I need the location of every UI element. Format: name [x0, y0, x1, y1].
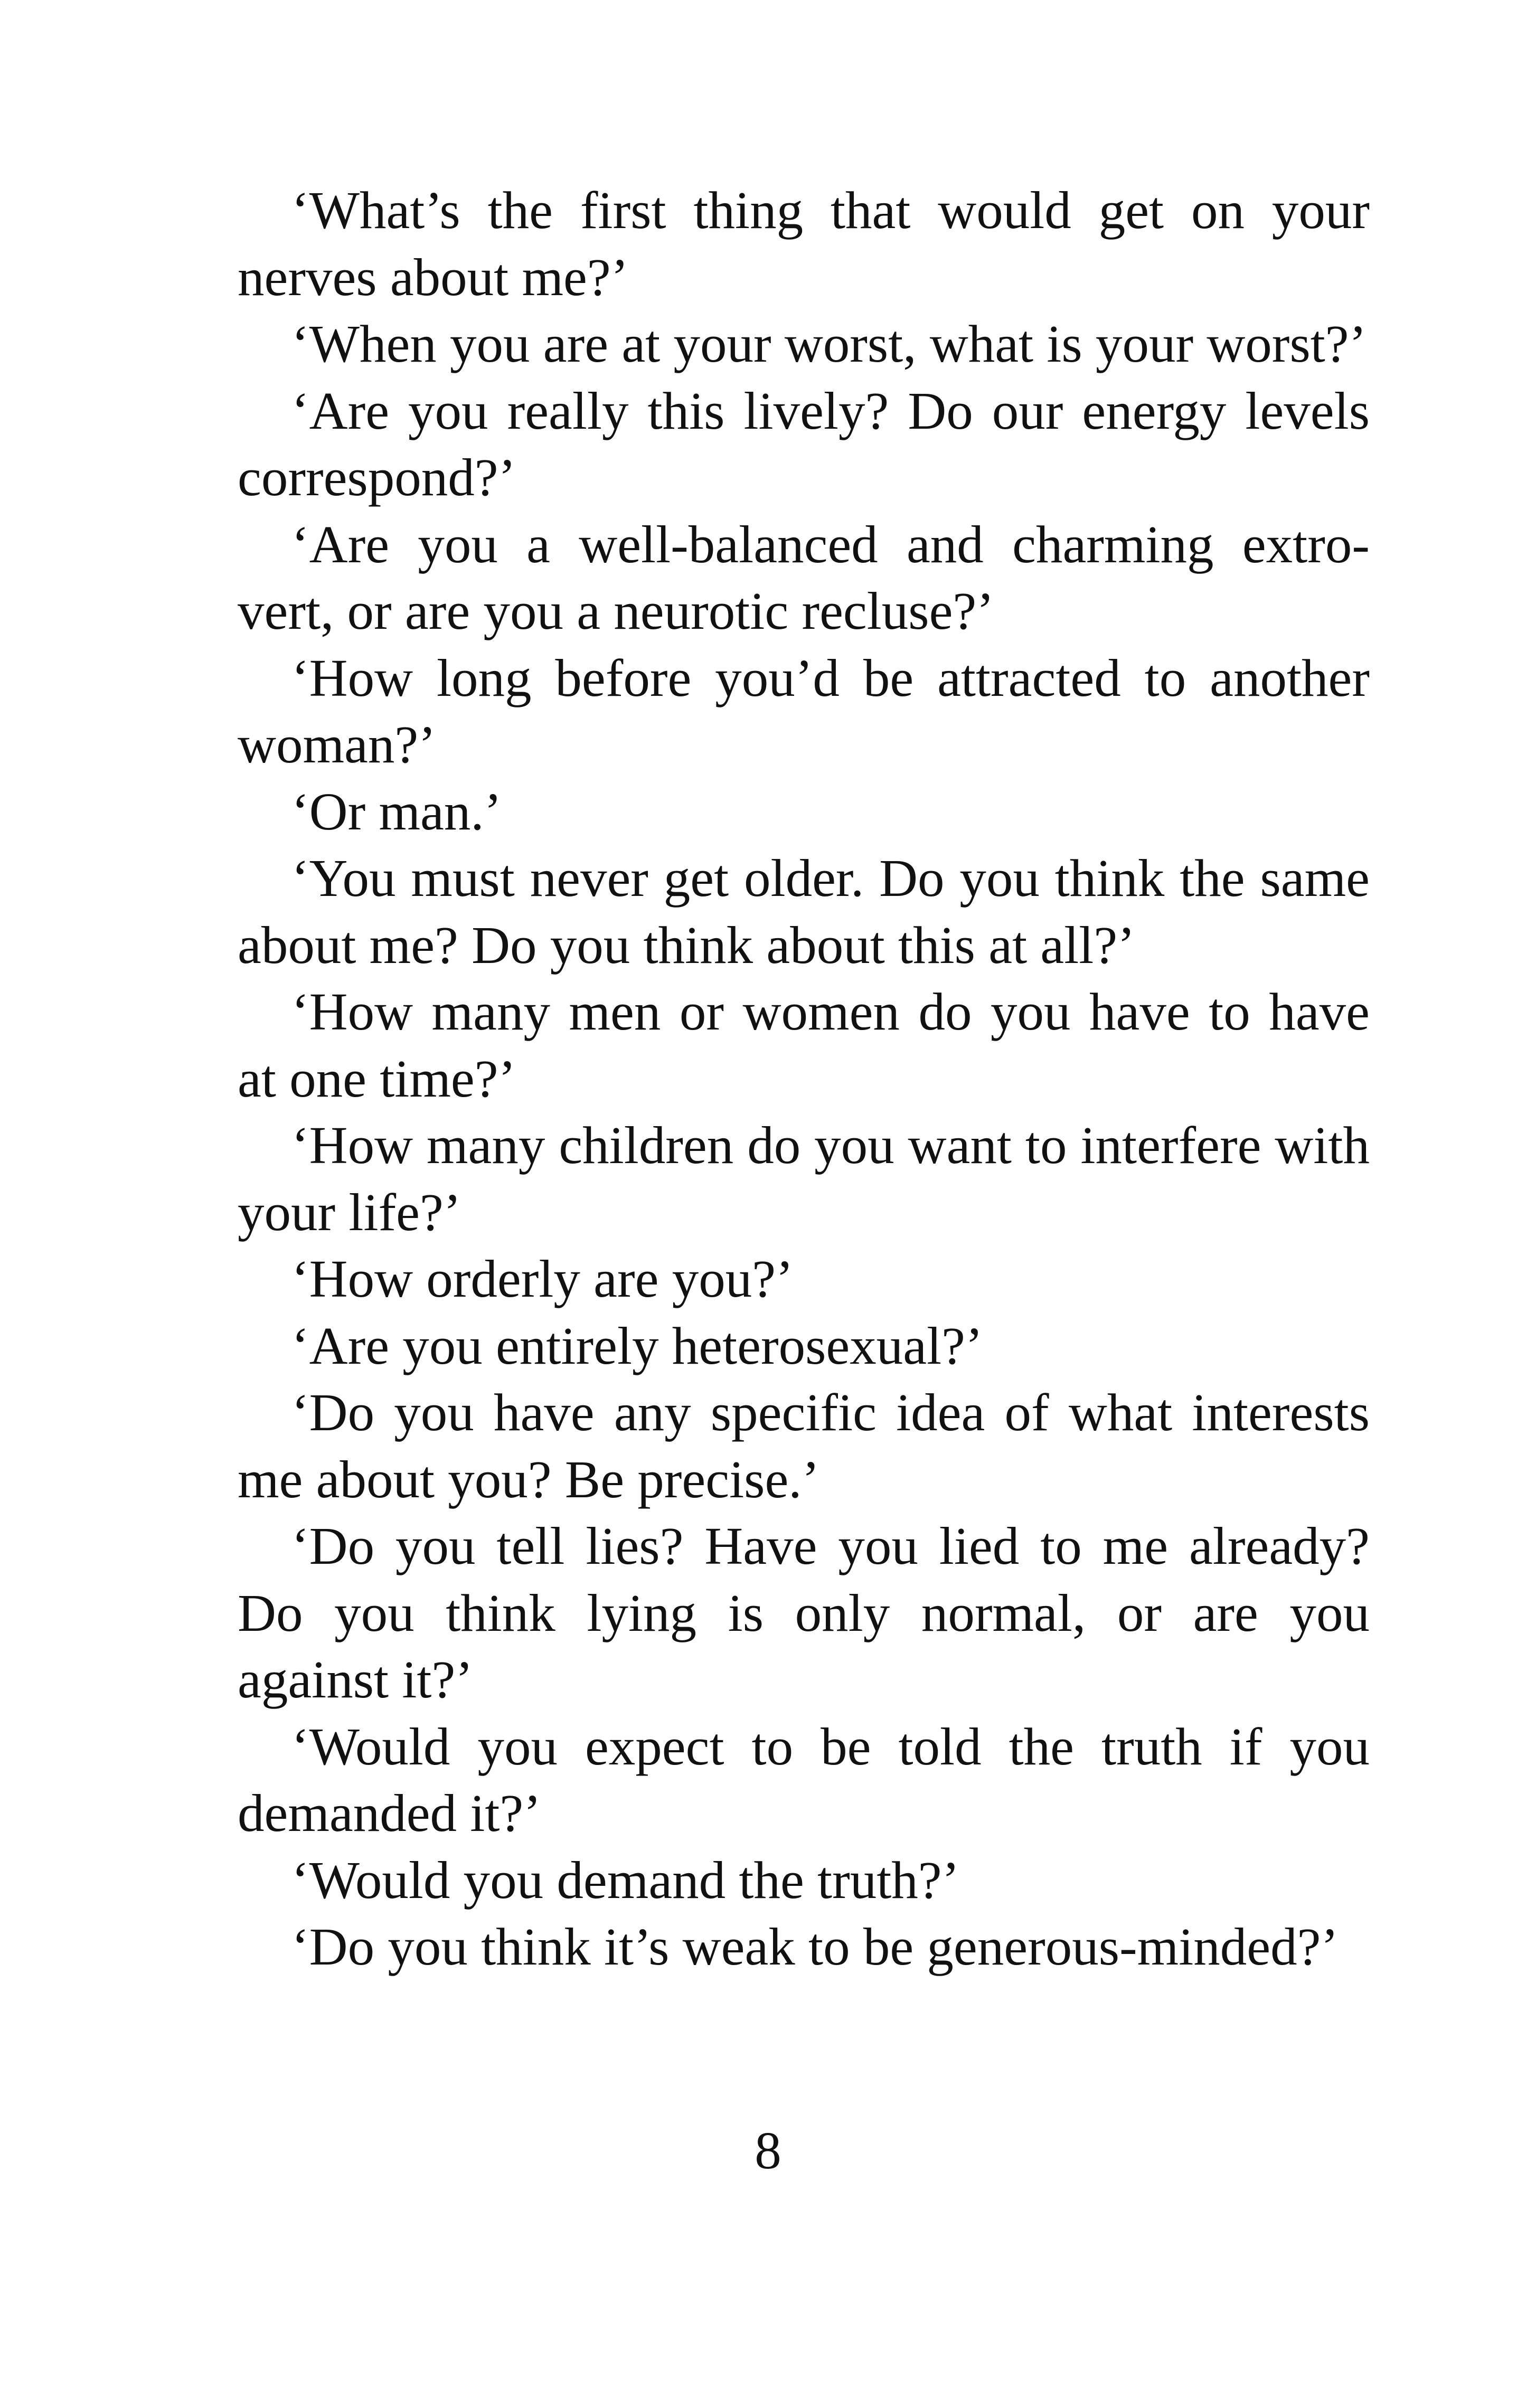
- paragraph: ‘How orderly are you?’: [291, 1249, 794, 1308]
- paragraph: ‘How many men or women do you have to have at one time?’: [238, 982, 1370, 1108]
- paragraph: ‘What’s the first thing that would get on your nerves about me?’: [238, 181, 1370, 307]
- paragraph: ‘Are you a well-balanced and charming extro-vert, or are you a neurotic recluse?’: [238, 514, 1370, 640]
- paragraph: ‘How many children do you want to interfere with your life?’: [238, 1116, 1370, 1242]
- paragraph: ‘How long before you’d be attracted to another woman?’: [238, 648, 1370, 774]
- paragraph: ‘Would you expect to be told the truth if you demanded it?’: [238, 1716, 1370, 1843]
- paragraph: ‘Do you think it’s weak to be generous-minded?’: [291, 1917, 1339, 1976]
- paragraph: ‘Do you tell lies? Have you lied to me already? Do you think lying is only normal, or are you against it?’: [238, 1516, 1370, 1709]
- body-text: [238, 177, 1370, 1980]
- paragraph: ‘You must never get older. Do you think the same about me? Do you think about this at all?’: [238, 848, 1370, 975]
- paragraph: ‘Are you really this lively? Do our energy levels correspond?’: [238, 381, 1370, 507]
- page-number: 8: [755, 2121, 781, 2180]
- paragraph: ‘Or man.’: [291, 781, 502, 841]
- paragraph: ‘Do you have any specific idea of what interests me about you? Be precise.’: [238, 1383, 1370, 1509]
- paragraph: ‘Are you entirely heterosexual?’: [291, 1316, 983, 1375]
- paragraph: ‘When you are at your worst, what is your worst?’: [291, 314, 1367, 373]
- paragraph: ‘Would you demand the truth?’: [291, 1850, 960, 1910]
